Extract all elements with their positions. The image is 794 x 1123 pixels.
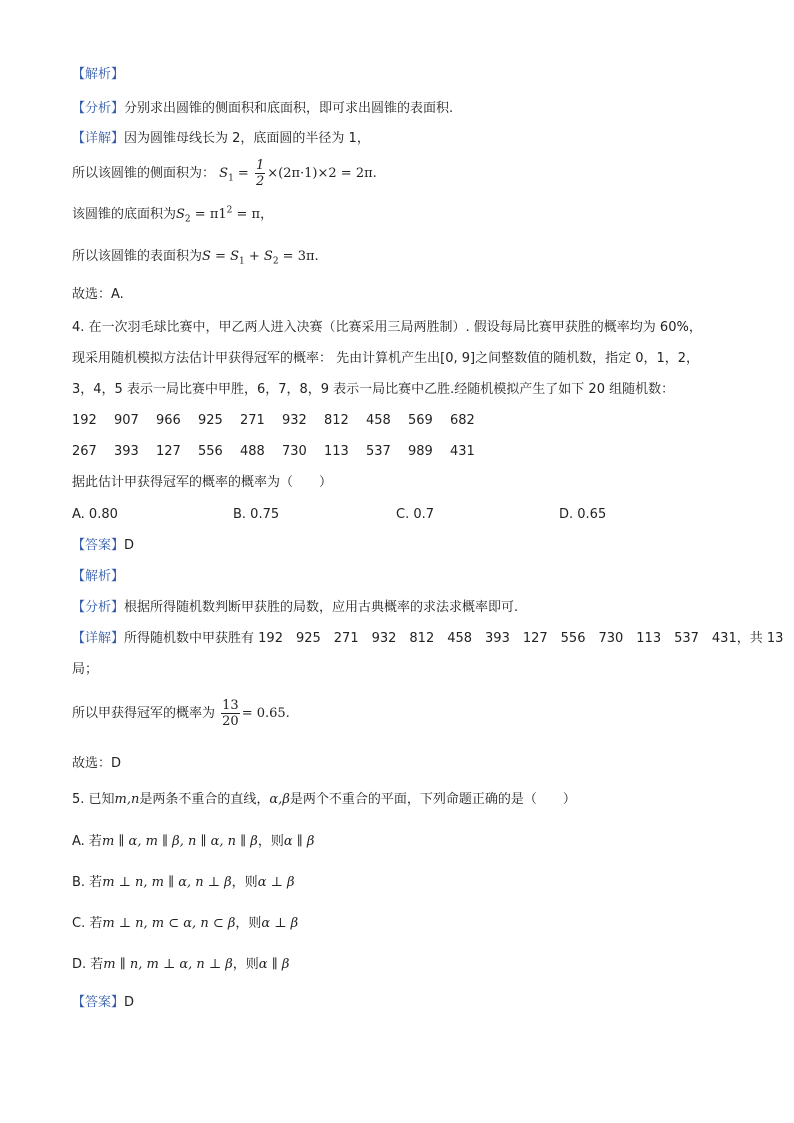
option-d-formula: m ∥ n, m ⊥ α, n ⊥ β <box>103 957 233 972</box>
detail-text-2: 局； <box>72 662 99 677</box>
tag-label: 【分析】 <box>72 600 125 615</box>
option-label: C. 若 <box>72 916 103 931</box>
analysis-line <box>72 100 453 118</box>
option-b-conclusion: α ⊥ β <box>257 875 295 890</box>
q5-mid: 是两条不重合的直线， <box>139 792 270 807</box>
random-number: 127 <box>156 444 181 459</box>
probability-line <box>72 698 290 730</box>
random-number: 730 <box>282 444 307 459</box>
q5-option-b <box>72 874 294 892</box>
option-label: D. 若 <box>72 957 104 972</box>
then-text: ，则 <box>232 957 259 972</box>
detail-text: 因为圆锥母线长为 2，底面圆的半径为 1， <box>124 131 370 146</box>
random-number: 488 <box>240 444 265 459</box>
lateral-area-line <box>72 158 377 190</box>
random-numbers-row-1 <box>72 412 492 430</box>
q4-line-2 <box>72 350 699 368</box>
random-number: 113 <box>324 444 349 459</box>
option-b-formula: m ⊥ n, m ∥ α, n ⊥ β <box>102 875 232 890</box>
q4-line-3 <box>72 381 674 399</box>
random-numbers-row-2 <box>72 443 492 461</box>
option-a-formula: m ∥ α, m ∥ β, n ∥ α, n ∥ β <box>101 834 258 849</box>
random-number: 192 <box>72 413 97 428</box>
choose-a-line <box>72 286 124 304</box>
random-number: 966 <box>156 413 181 428</box>
random-number: 932 <box>282 413 307 428</box>
q4-detail-line-2 <box>72 661 98 679</box>
then-text: ，则 <box>257 834 284 849</box>
total-area-text: 所以该圆锥的表面积为 <box>72 249 203 264</box>
probability-fraction <box>221 698 240 729</box>
q4-text-1: 4. 在一次羽毛球比赛中，甲乙两人进入决赛（比赛采用三局两胜制）. 假设每局比赛甲获胜的概率均为 60%， <box>72 320 702 335</box>
random-number: 989 <box>408 444 433 459</box>
q5-option-c <box>72 915 298 933</box>
option-b: B. 0.75 <box>233 507 280 522</box>
base-area-text: 该圆锥的底面积为 <box>72 207 177 222</box>
q5-option-d <box>72 956 289 974</box>
random-number: 431 <box>450 444 475 459</box>
random-number: 458 <box>366 413 391 428</box>
q4-text-2: 现采用随机模拟方法估计甲获得冠军的概率： 先由计算机产生出[0, 9]之间整数值的随机数，指定 0，1，2， <box>72 351 700 366</box>
q4-ask: 据此估计甲获得冠军的概率的概率为（ ） <box>72 475 333 490</box>
q5-option-a <box>72 833 314 851</box>
random-number: 393 <box>114 444 139 459</box>
q4-fenxi-line <box>72 599 518 617</box>
lateral-area-formula: $S_1$ = $\frac{1}{2}$ ×(2π·1)×2 = 2π. <box>219 158 377 189</box>
q4-analysis-heading <box>72 568 124 586</box>
option-a: A. 0.80 <box>72 507 118 522</box>
option-c-formula: m ⊥ n, m ⊂ α, n ⊂ β <box>102 916 236 931</box>
tag-label: 【详解】 <box>72 131 125 146</box>
tag-label: 【分析】 <box>72 101 125 116</box>
option-label: A. 若 <box>72 834 102 849</box>
analysis-text: 分别求出圆锥的侧面积和底面积，即可求出圆锥的表面积. <box>124 101 454 116</box>
q4-ask-line <box>72 474 332 492</box>
answer-value: D <box>124 538 135 553</box>
random-number: 925 <box>198 413 223 428</box>
random-number: 537 <box>366 444 391 459</box>
answer-value: D <box>124 995 135 1010</box>
q5-stem <box>72 791 576 809</box>
tag-label: 【解析】 <box>72 569 125 584</box>
q5-post: 是两个不重合的平面，下列命题正确的是（ ） <box>289 792 576 807</box>
random-number: 682 <box>450 413 475 428</box>
base-area-formula: $S_2 = \pi 1^2 = \pi$ <box>176 205 261 225</box>
q4-detail-line <box>72 630 783 648</box>
then-text: ，则 <box>231 875 258 890</box>
q4-line-1 <box>72 319 702 337</box>
tag-label: 【解析】 <box>72 67 125 82</box>
lateral-area-text: 所以该圆锥的侧面积为： <box>72 166 216 181</box>
detail-text: 所得随机数中甲获胜有 192 925 271 932 812 458 393 127 556 730 113 537 431，共 13 <box>124 631 784 646</box>
option-label: B. 若 <box>72 875 103 890</box>
section-analysis-heading <box>72 66 124 84</box>
then-text: ，则 <box>235 916 262 931</box>
option-c: C. 0.7 <box>396 507 435 522</box>
total-area-line <box>72 248 319 266</box>
choose-d-line <box>72 755 121 773</box>
q4-text-3: 3，4，5 表示一局比赛中甲胜，6，7，8，9 表示一局比赛中乙胜.经随机模拟产生了如下 20 组随机数： <box>72 382 675 397</box>
q5-lines-var: m,n <box>114 792 140 807</box>
q5-answer-line <box>72 994 134 1012</box>
tag-label: 【详解】 <box>72 631 125 646</box>
random-number: 569 <box>408 413 433 428</box>
option-d: D. 0.65 <box>559 507 607 522</box>
random-number: 271 <box>240 413 265 428</box>
q4-options <box>72 506 712 524</box>
fraction-denominator: 20 <box>222 714 239 729</box>
probability-text: 所以甲获得冠军的概率为 <box>72 706 216 721</box>
base-area-line: 该圆锥的底面积为$S_2 = \pi 1^2 = \pi$， <box>72 205 274 225</box>
fraction-numerator: 13 <box>222 698 239 713</box>
option-a-conclusion: α ∥ β <box>283 834 315 849</box>
option-d-conclusion: α ∥ β <box>258 957 290 972</box>
tag-label: 【答案】 <box>72 995 125 1010</box>
random-number: 812 <box>324 413 349 428</box>
tag-label: 【答案】 <box>72 538 125 553</box>
q5-pre: 5. 已知 <box>72 792 115 807</box>
choose-text: 故选：D <box>72 756 122 771</box>
q4-answer-line <box>72 537 134 555</box>
random-number: 907 <box>114 413 139 428</box>
detail-line <box>72 130 370 148</box>
total-area-formula: $S = S_1 + S_2 = 3\pi$. <box>202 249 319 267</box>
random-number: 556 <box>198 444 223 459</box>
q5-planes-var: α,β <box>269 792 290 807</box>
choose-text: 故选：A. <box>72 287 124 302</box>
random-number: 267 <box>72 444 97 459</box>
fraction-result: = 0.65. <box>241 706 290 721</box>
fenxi-text: 根据所得随机数判断甲获胜的局数，应用古典概率的求法求概率即可. <box>124 600 519 615</box>
option-c-conclusion: α ⊥ β <box>261 916 299 931</box>
